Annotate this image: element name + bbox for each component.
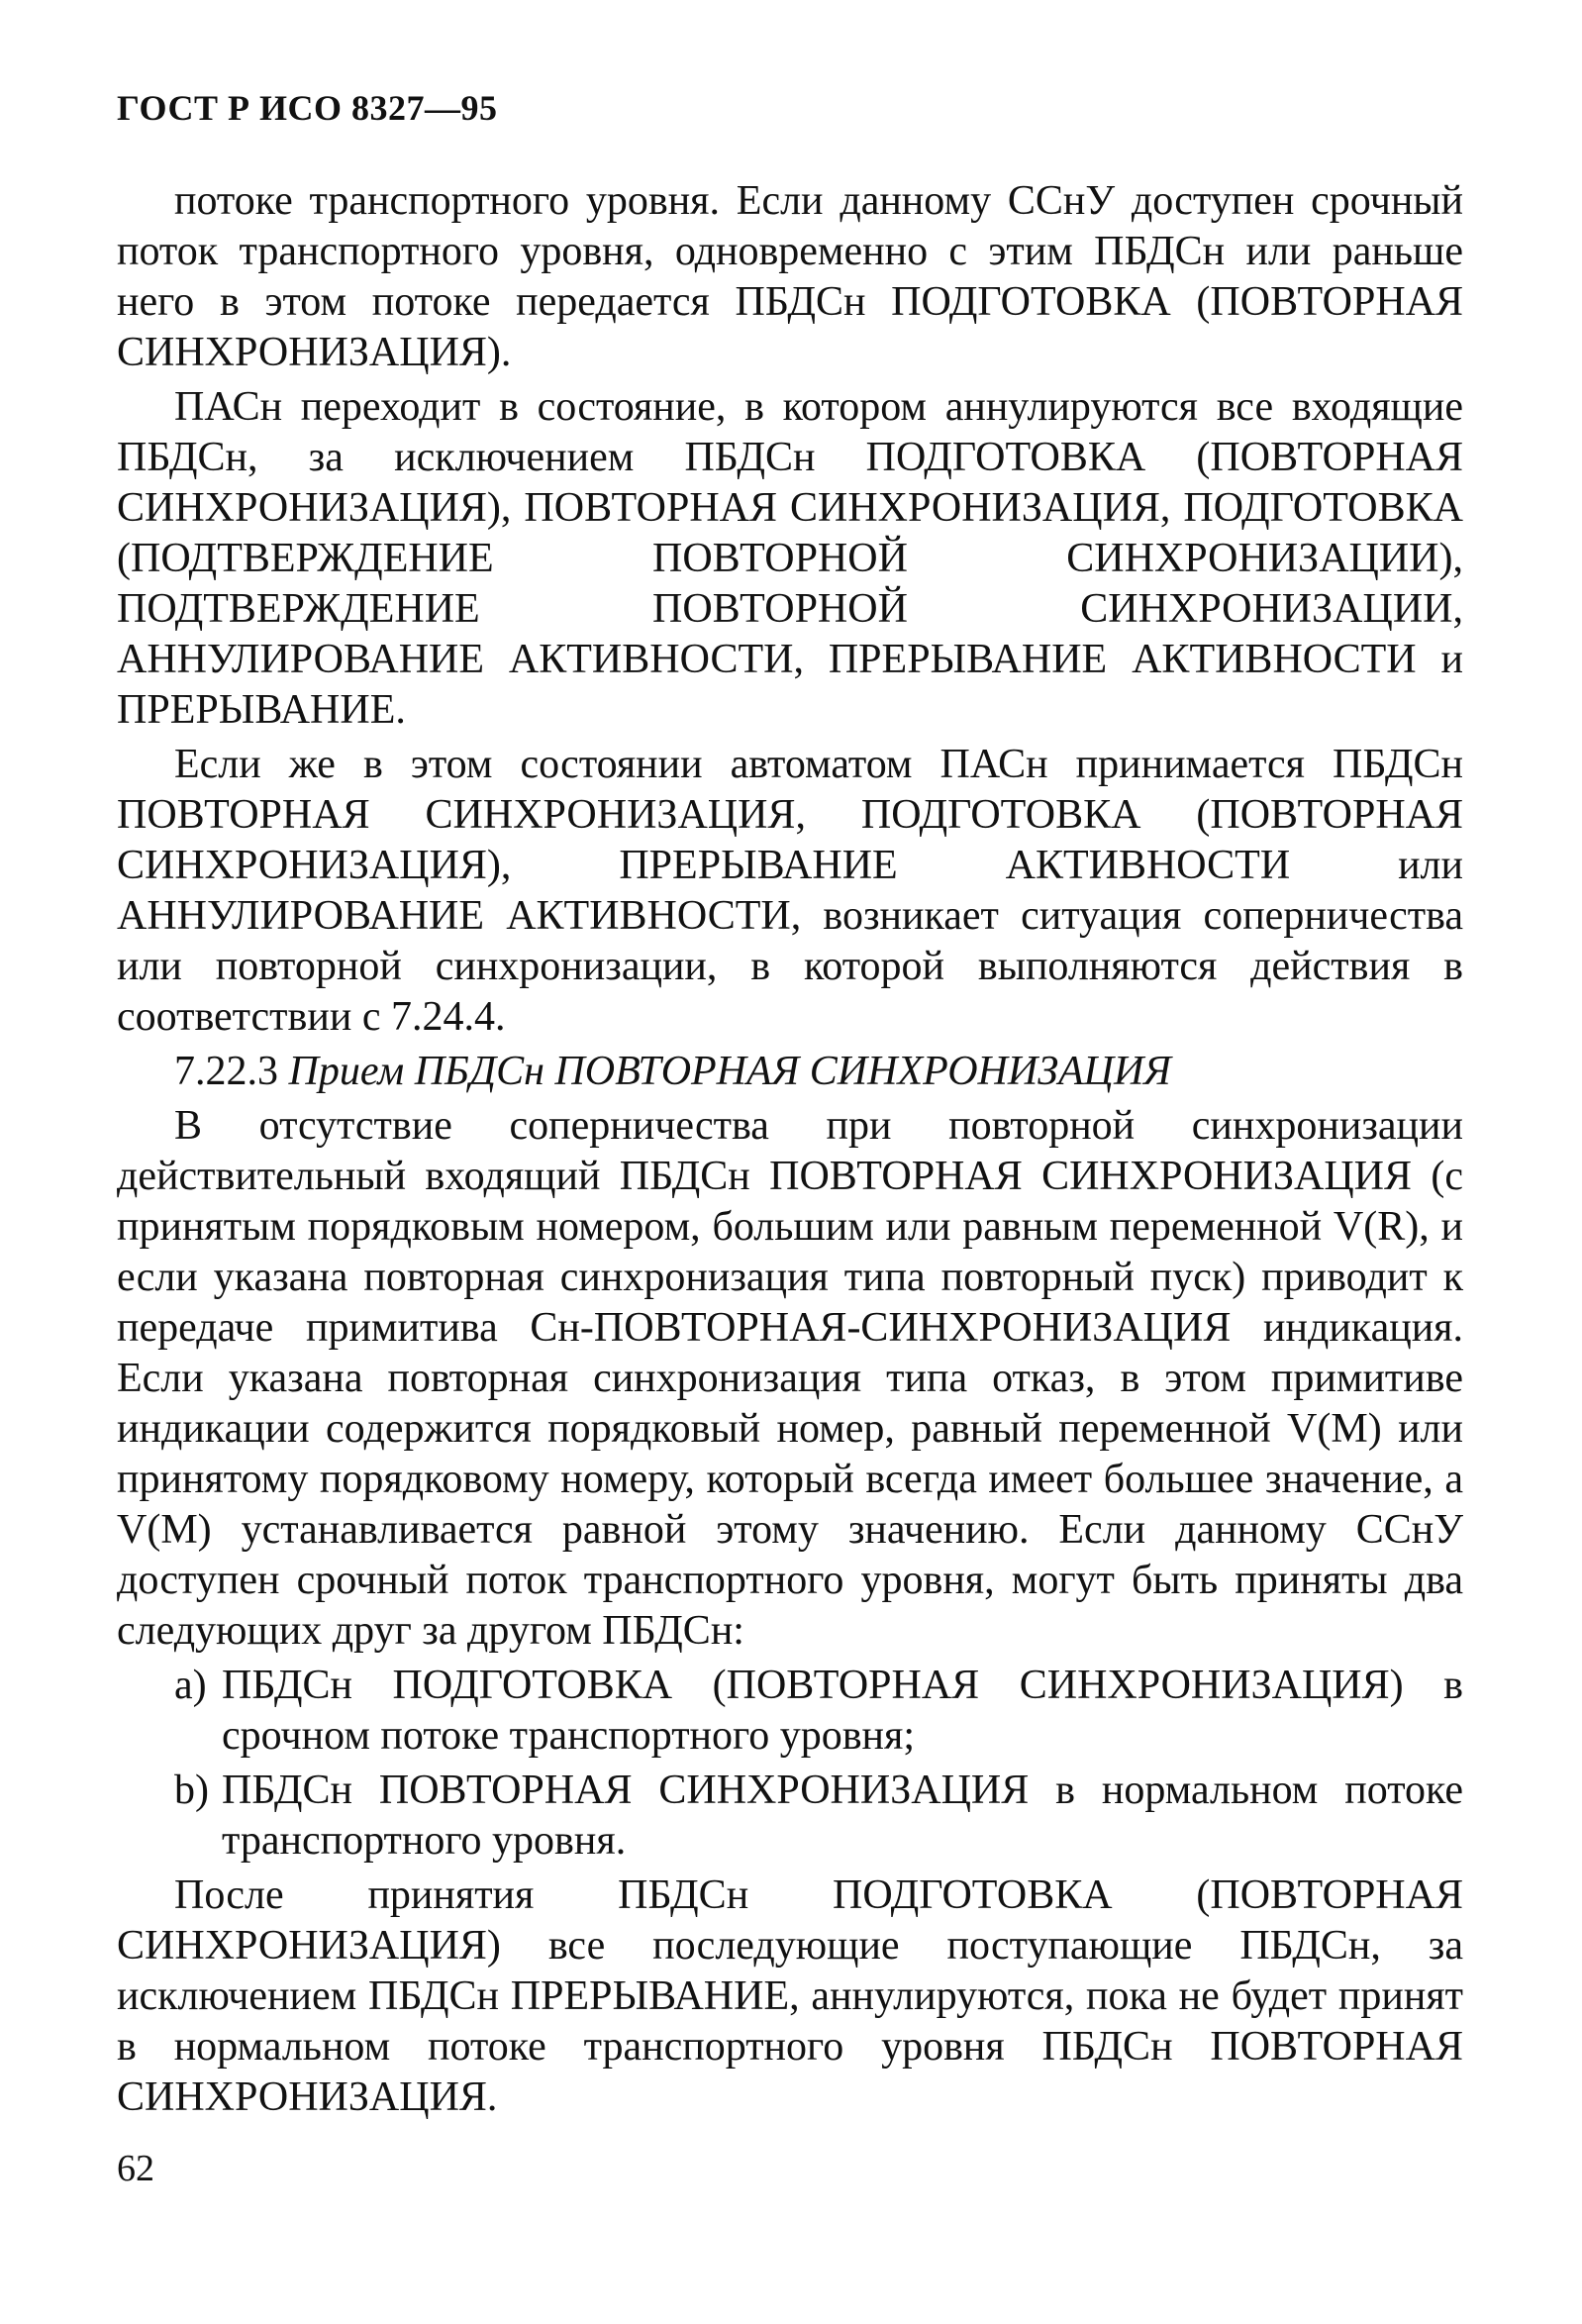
list-marker: b) [174,1768,209,1813]
list-marker: a) [174,1663,207,1708]
list-item-text: ПБДСн ПОДГОТОВКА (ПОВТОРНАЯ СИНХРОНИЗАЦИЯ) в срочном потоке транспортного уровня; [222,1663,1463,1759]
page-number: 62 [117,2148,154,2189]
list-item [174,1766,1463,1867]
paragraph: ПАСн переходит в состояние, в котором аннулируются все входящие ПБДСн, за исключением ПБДСн ПОДГОТОВКА (ПОВТОРНАЯ СИНХРОНИЗАЦИЯ), ПОВТОРНАЯ СИНХРОНИЗАЦИЯ, ПОДГОТОВКА (ПОДТВЕРЖДЕНИЕ ПОВТОРНОЙ СИНХРОНИЗАЦИИ), ПОДТВЕРЖДЕНИЕ ПОВТОРНОЙ СИНХРОНИЗАЦИИ, АННУЛИРОВАНИЕ АКТИВНОСТИ, ПРЕРЫВАНИЕ АКТИВНОСТИ и ПРЕРЫВАНИЕ. [117,384,1463,733]
paragraph: Если же в этом состоянии автоматом ПАСн принимается ПБДСн ПОВТОРНАЯ СИНХРОНИЗАЦИЯ, ПОДГОТОВКА (ПОВТОРНАЯ СИНХРОНИЗАЦИЯ), ПРЕРЫВАНИЕ АКТИВНОСТИ или АННУЛИРОВАНИЕ АКТИВНОСТИ, возникает ситуация соперничества или повторной синхронизации, в которой выполняются действия в соответствии с 7.24.4. [117,742,1463,1040]
list-item-text: ПБДСн ПОВТОРНАЯ СИНХРОНИЗАЦИЯ в нормальном потоке транспортного уровня. [222,1768,1463,1864]
section-heading [117,1047,1463,1097]
document-body [117,176,1463,2127]
list-item [174,1661,1463,1762]
section-number: 7.22.3 [174,1049,278,1094]
paragraph: В отсутствие соперничества при повторной синхронизации действительный входящий ПБДСн ПОВТОРНАЯ СИНХРОНИЗАЦИЯ (с принятым порядковым номером, большим или равным переменной V(R), и если указана повторная синхронизация типа повторный пуск) приводит к передаче примитива Сн-ПОВТОРНАЯ-СИНХРОНИЗАЦИЯ индикация. Если указана повторная синхронизация типа отказ, в этом примитиве индикации содержится порядковый номер, равный переменной V(M) или принятому порядковому номеру, который всегда имеет большее значение, а V(M) устанавливается равной этому значению. Если данному ССнУ доступен срочный поток транспортного уровня, могут быть приняты два следующих друг за другом ПБДСн: [117,1103,1463,1654]
paragraph: После принятия ПБДСн ПОДГОТОВКА (ПОВТОРНАЯ СИНХРОНИЗАЦИЯ) все последующие поступающие ПБДСн, за исключением ПБДСн ПРЕРЫВАНИЕ, аннулируются, пока не будет принят в нормальном потоке транспортного уровня ПБДСн ПОВТОРНАЯ СИНХРОНИЗАЦИЯ. [117,1872,1463,2120]
section-title: Прием ПБДСн ПОВТОРНАЯ СИНХРОНИЗАЦИЯ [288,1049,1171,1094]
document-header: ГОСТ Р ИСО 8327—95 [117,88,498,128]
paragraph: потоке транспортного уровня. Если данному ССнУ доступен срочный поток транспортного уровня, одновременно с этим ПБДСн или раньше него в этом потоке передается ПБДСн ПОДГОТОВКА (ПОВТОРНАЯ СИНХРОНИЗАЦИЯ). [117,178,1463,375]
